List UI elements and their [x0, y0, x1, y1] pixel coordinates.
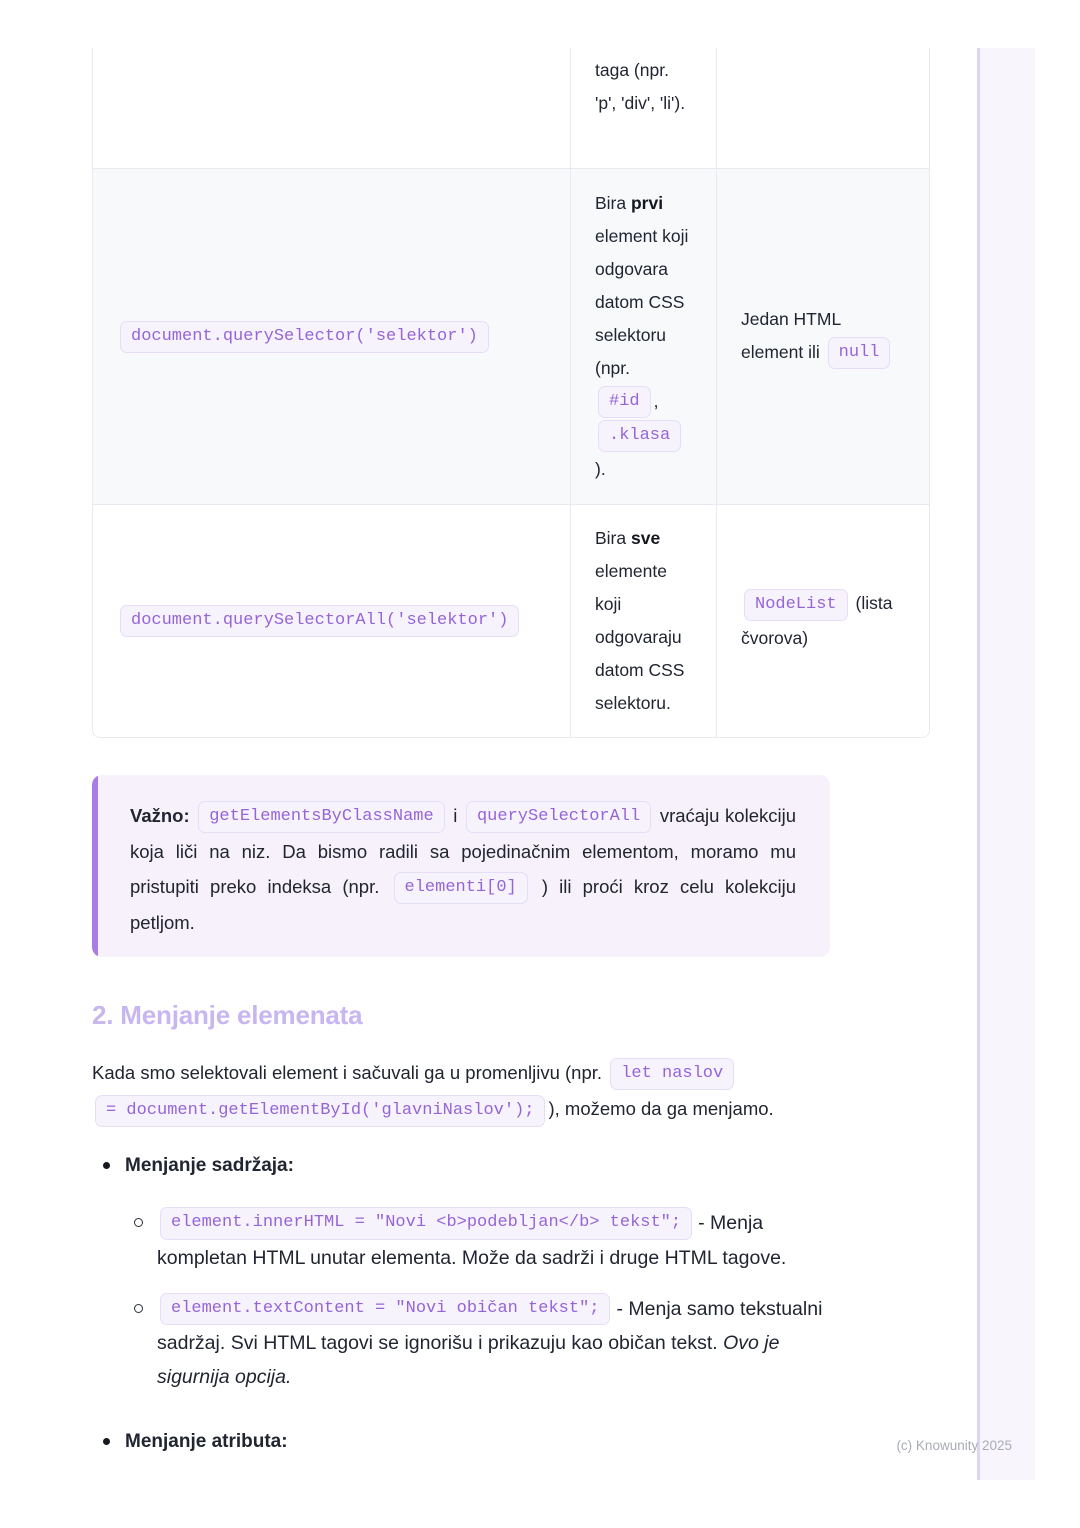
callout-body: [98, 775, 830, 957]
bold-text: prvi: [630, 192, 664, 213]
table-row: [93, 48, 929, 168]
copyright-footer: (c) Knowunity 2025: [896, 1438, 1012, 1453]
cell-text: Bira prvi element koji odgovara datom CSS selektoru (npr. #id , .klasa).: [595, 192, 689, 480]
table-row: [93, 168, 929, 504]
cell-text: NodeList (lista čvorova): [741, 587, 905, 654]
code-chip-null: null: [828, 337, 891, 369]
sub-item-italic-text: Ovo je sigurnija opcija.: [157, 1332, 780, 1389]
sub-item-text: - Menja samo tekstualni sadržaj. Svi HTML tagovi se ignorišu i prikazuju kao običan tekst.: [157, 1297, 823, 1355]
code-chip-textcontent: element.textContent = "Novi običan tekst";: [160, 1293, 610, 1325]
code-chip-nodelist: NodeList: [744, 589, 848, 621]
code-chip-queryselector: document.querySelector('selektor'): [120, 321, 489, 353]
cell-text: Bira sve elemente koji odgovaraju datom CSS selektoru.: [595, 528, 685, 713]
code-chip-getelementsbyclassname: getElementsByClassName: [198, 801, 444, 833]
table-cell-code-empty: [93, 48, 570, 168]
page-edge-panel: [977, 48, 1035, 1480]
code-chip-queryselectorall-ref: querySelectorAll: [466, 801, 651, 833]
code-chip-id-selector: #id: [598, 386, 651, 418]
table-cell-code: [93, 169, 570, 504]
important-callout: [92, 775, 830, 957]
callout-text: i: [447, 805, 463, 826]
cell-text: taga (npr. 'p', 'div', 'li').: [595, 60, 686, 113]
table-cell-returns: [716, 505, 929, 737]
table-cell-description: [570, 48, 716, 168]
cell-text: Jedan HTML element ili null: [741, 303, 905, 370]
dom-selection-table: [92, 48, 930, 738]
list-item-menjanje-sadrzaja: [92, 1154, 930, 1395]
code-chip-queryselectorall: document.querySelectorAll('selektor'): [120, 605, 519, 637]
sub-list: [125, 1206, 930, 1395]
sub-list-item-textcontent: [157, 1292, 837, 1395]
table-cell-returns: [716, 169, 929, 504]
document-page: [92, 48, 930, 1454]
sub-item-text: - Menja kompletan HTML unutar elementa. Može da sadrži i druge HTML tagove.: [157, 1211, 787, 1269]
callout-label: Važno:: [130, 805, 190, 826]
table-cell-returns-empty: [716, 48, 929, 168]
callout-text: vraćaju kolekciju koja liči na niz. Da bismo radili sa pojedinačnim elementom, moramo mu pristupiti preko indeksa (npr.: [130, 805, 797, 898]
section-intro-paragraph: Kada smo selektovali element i sačuvali ga u promenljivu (npr. let naslov = document.getElementById('glavniNaslov'); ), možemo da ga menjamo.: [92, 1055, 930, 1127]
table-cell-code: [93, 505, 570, 737]
table-cell-description: [570, 169, 716, 504]
code-chip-class-selector: .klasa: [598, 420, 681, 452]
code-chip-let-naslov: let naslov: [610, 1058, 734, 1090]
section-heading: 2. Menjanje elemenata: [92, 1000, 363, 1031]
list-item-title: Menjanje sadržaja:: [125, 1154, 294, 1176]
bullet-list: [92, 1154, 930, 1455]
code-chip-innerhtml: element.innerHTML = "Novi <b>podebljan</b> tekst";: [160, 1207, 692, 1239]
table-row: [93, 504, 929, 737]
code-chip-getelementbyid: = document.getElementById('glavniNaslov');: [95, 1095, 545, 1127]
callout-text: ) ili proći kroz celu kolekciju petljom.: [130, 876, 796, 934]
table-cell-description: [570, 505, 716, 737]
list-item-menjanje-atributa: [92, 1430, 930, 1454]
sub-list-item-innerhtml: [157, 1206, 837, 1275]
bold-text: sve: [630, 528, 661, 548]
code-chip-elementi-index: elementi[0]: [394, 872, 528, 904]
list-item-title: Menjanje atributa:: [125, 1431, 288, 1453]
